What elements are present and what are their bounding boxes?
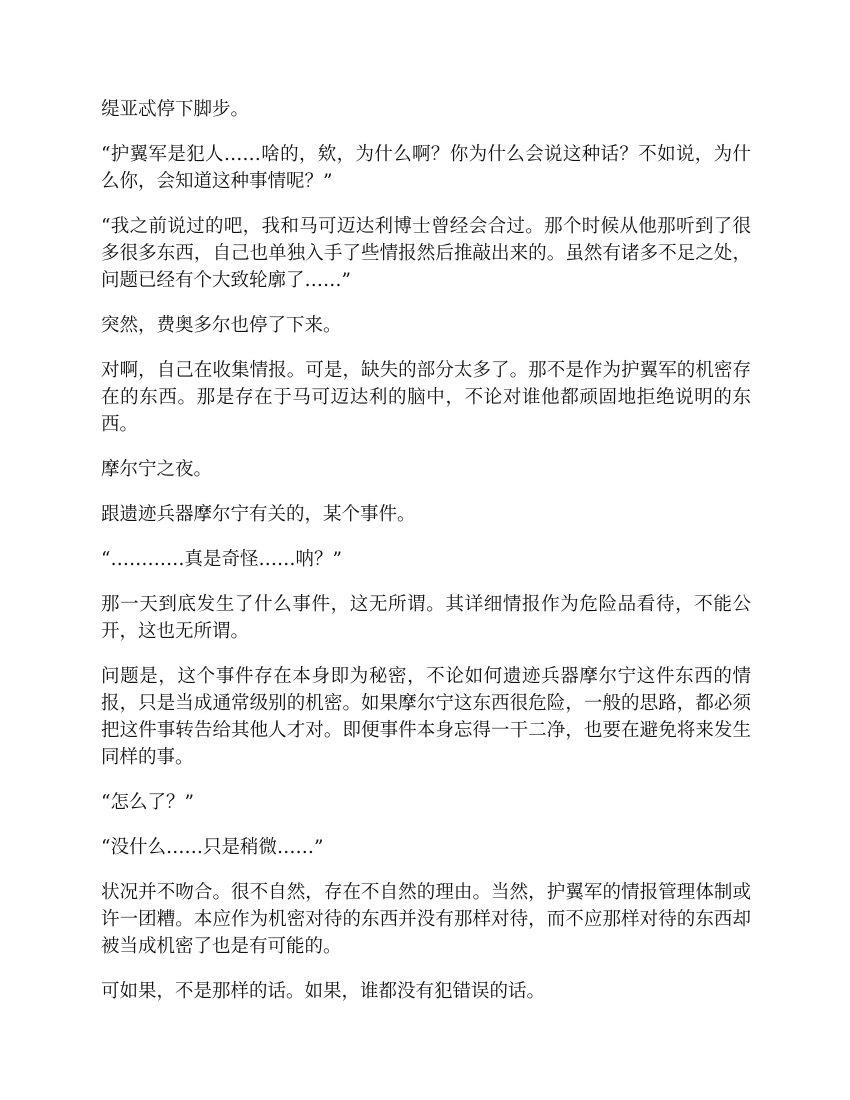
paragraph: “没什么……只是稍微……” <box>101 837 324 858</box>
paragraph: 问题是，这个事件存在本身即为秘密，不论如何遗迹兵器摩尔宁这件东西的情报，只是当成通常级别的机密。如果摩尔宁这东西很危险，一般的思路，都必须把这件事转告给其他人才对。即便事件本身忘得一干二净，也要在避免将来发生同样的事。 <box>101 666 751 768</box>
paragraph: 状况并不吻合。很不自然，存在不自然的理由。当然，护翼军的情报管理体制或许一团糟。本应作为机密对待的东西并没有那样对待，而不应那样对待的东西却被当成机密了也是有可能的。 <box>101 882 751 957</box>
paragraph: “我之前说过的吧，我和马可迈达利博士曾经会合过。那个时候从他那听到了很多很多东西，自己也单独入手了些情报然后推敲出来的。虽然有诸多不足之处，问题已经有个大致轮廓了……” <box>101 216 751 291</box>
paragraph: “怎么了？” <box>101 792 194 813</box>
paragraph: 可如果，不是那样的话。如果，谁都没有犯错误的话。 <box>101 981 546 1002</box>
paragraph: “…………真是奇怪……呐？” <box>101 549 342 570</box>
document-page <box>101 96 751 1023</box>
paragraph: 突然，费奥多尔也停了下来。 <box>101 315 342 336</box>
paragraph: 跟遗迹兵器摩尔宁有关的，某个事件。 <box>101 504 416 525</box>
paragraph: 缇亚忒停下脚步。 <box>101 99 250 120</box>
paragraph: 那一天到底发生了什么事件，这无所谓。其详细情报作为危险品看待，不能公开，这也无所谓。 <box>101 594 751 642</box>
paragraph: 摩尔宁之夜。 <box>101 459 213 480</box>
paragraph: “护翼军是犯人……啥的，欸，为什么啊？你为什么会说这种话？不如说，为什么你，会知道这种事情呢？” <box>101 144 751 192</box>
paragraph: 对啊，自己在收集情报。可是，缺失的部分太多了。那不是作为护翼军的机密存在的东西。那是存在于马可迈达利的脑中，不论对谁他都顽固地拒绝说明的东西。 <box>101 360 751 435</box>
